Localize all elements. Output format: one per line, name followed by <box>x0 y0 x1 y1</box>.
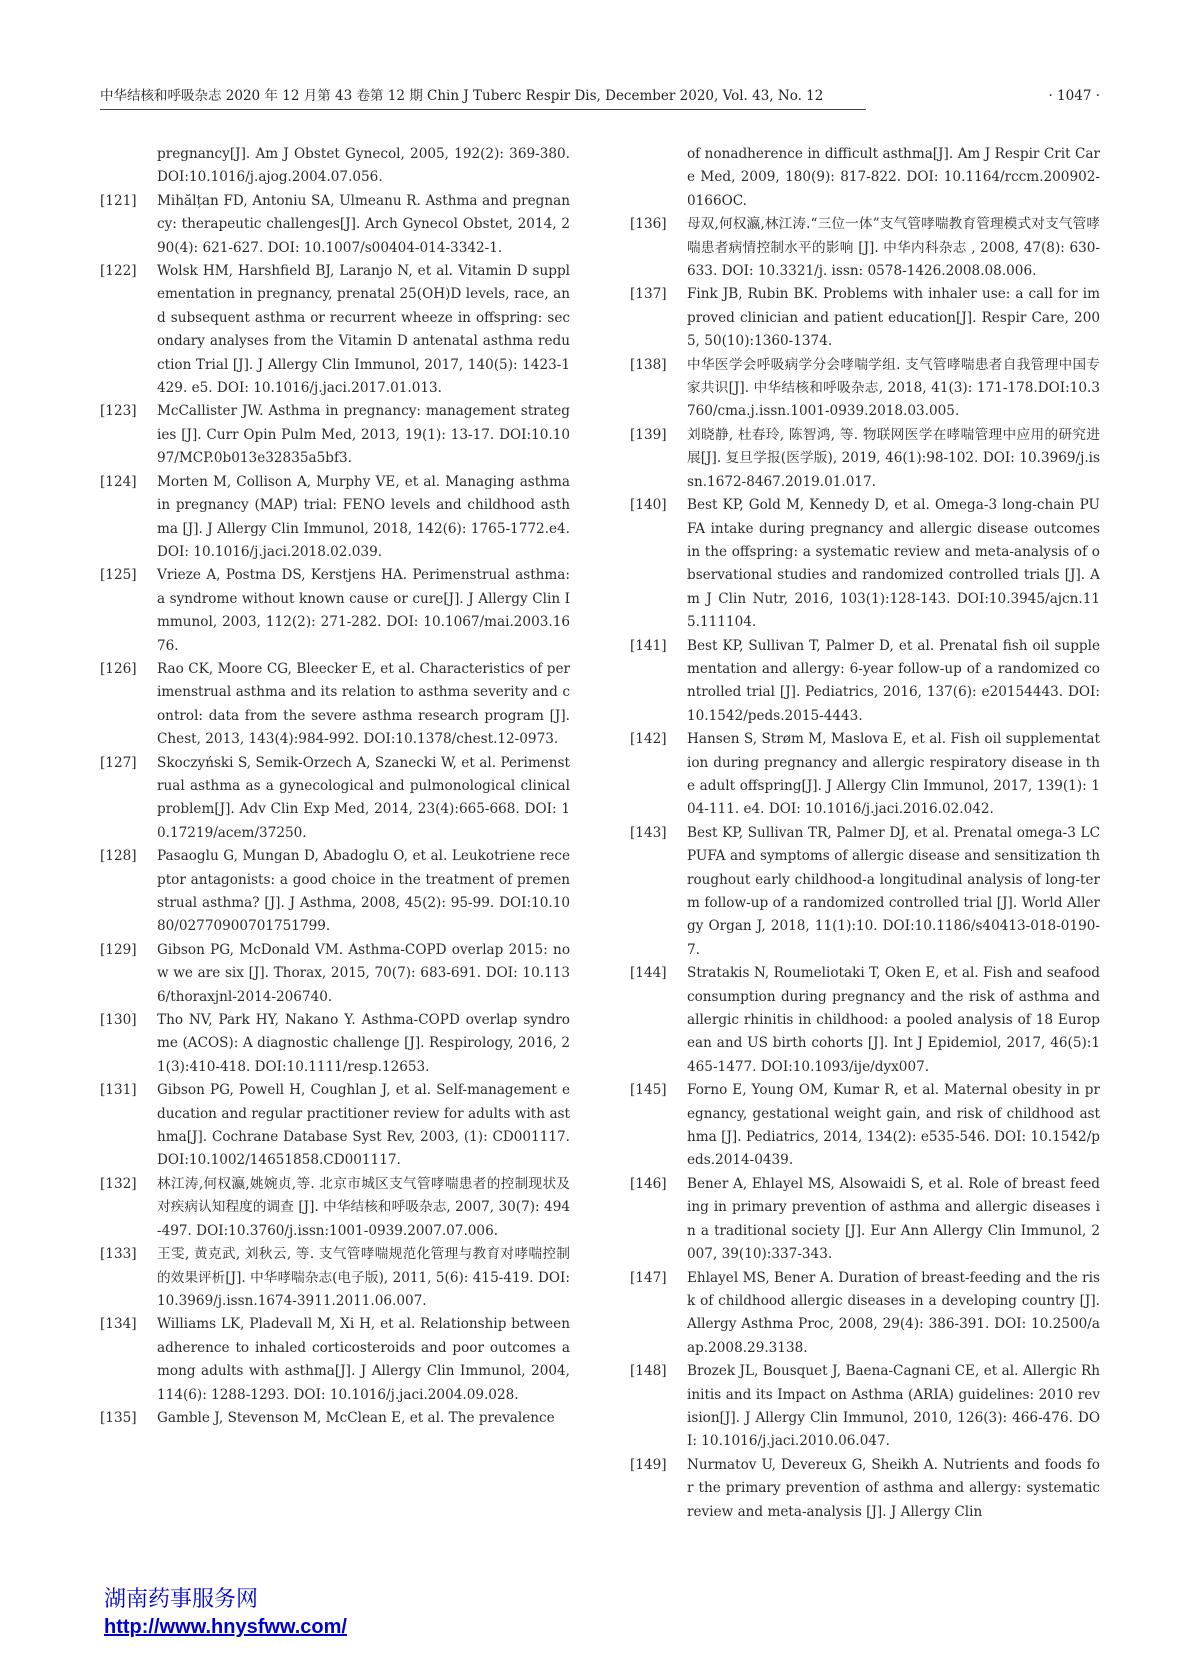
reference-continuation: pregnancy[J]. Am J Obstet Gynecol, 2005, 192(2): 369-380. DOI:10.1016/j.ajog.2004.07.056. <box>157 146 570 186</box>
reference-item <box>100 400 570 470</box>
reference-number: [122] <box>100 263 137 280</box>
reference-item <box>100 260 570 400</box>
reference-text: Hansen S, Strøm M, Maslova E, et al. Fish oil supplementation during pregnancy and allergic respiratory disease in the adult offspring[J]. J Allergy Clin Immunol, 2017, 139(1): 104-111. e4. DOI: 10.1016/j.jaci.2016.02.042. <box>687 731 1100 818</box>
reference-item <box>630 283 1100 353</box>
reference-number: [133] <box>100 1246 137 1263</box>
reference-item <box>100 1173 570 1243</box>
right-column <box>630 143 1100 1524</box>
reference-number: [136] <box>630 216 667 233</box>
reference-text: Gibson PG, McDonald VM. Asthma-COPD overlap 2015: now we are six [J]. Thorax, 2015, 70(7): 683-691. DOI: 10.1136/thoraxjnl-2014-206740. <box>157 941 570 1005</box>
reference-text: Gibson PG, Powell H, Coughlan J, et al. Self-management education and regular practitioner review for adults with asthma[J]. Cochrane Database Syst Rev, 2003, (1): CD001117. DOI:10.1002/14651858.CD001117. <box>157 1082 570 1169</box>
reference-item <box>100 1079 570 1173</box>
reference-number: [140] <box>630 497 667 514</box>
reference-text: Best KP, Sullivan TR, Palmer DJ, et al. Prenatal omega-3 LCPUFA and symptoms of allergic disease and sensitization throughout early childhood-a longitudinal analysis of long-term follow-up of a randomized controlled trial [J]. World Allergy Organ J, 2018, 11(1):10. DOI:10.1186/s40413-018-0190-7. <box>687 824 1100 958</box>
reference-item <box>100 1009 570 1079</box>
reference-number: [134] <box>100 1316 137 1333</box>
reference-item <box>630 962 1100 1079</box>
reference-text: Best KP, Sullivan T, Palmer D, et al. Prenatal fish oil supplementation and allergy: 6-year follow-up of a randomized controlled trial [J]. Pediatrics, 2016, 137(6): e20154443. DOI:10.1542/peds.2015-4443. <box>687 637 1100 724</box>
reference-number: [130] <box>100 1012 137 1029</box>
reference-number: [147] <box>630 1269 667 1286</box>
reference-number: [126] <box>100 660 137 677</box>
reference-item <box>630 635 1100 729</box>
reference-item <box>100 658 570 752</box>
reference-number: [124] <box>100 473 137 490</box>
header-rule <box>100 109 866 110</box>
reference-number: [132] <box>100 1175 137 1192</box>
reference-item <box>100 564 570 658</box>
reference-number: [139] <box>630 426 667 443</box>
reference-number: [148] <box>630 1363 667 1380</box>
reference-item <box>630 213 1100 283</box>
reference-number: [145] <box>630 1082 667 1099</box>
reference-item <box>630 822 1100 962</box>
reference-text: Brozek JL, Bousquet J, Baena-Cagnani CE, et al. Allergic Rhinitis and its Impact on Asthma (ARIA) guidelines: 2010 revision[J]. J Allergy Clin Immunol, 2010, 126(3): 466-476. DOI: 10.1016/j.jaci.2010.06.047. <box>687 1363 1100 1450</box>
reference-text: Best KP, Gold M, Kennedy D, et al. Omega-3 long-chain PUFA intake during pregnancy and allergic disease outcomes in the offspring: a systematic review and meta-analysis of observational studies and randomized controlled trials [J]. Am J Clin Nutr, 2016, 103(1):128-143. DOI:10.3945/ajcn.115.111104. <box>687 497 1100 631</box>
page-number: · 1047 · <box>1048 88 1100 104</box>
reference-number: [121] <box>100 192 137 209</box>
reference-text: Stratakis N, Roumeliotaki T, Oken E, et al. Fish and seafood consumption during pregnancy and the risk of asthma and allergic rhinitis in childhood: a pooled analysis of 18 European and US birth cohorts [J]. Int J Epidemiol, 2017, 46(5):1465-1477. DOI:10.1093/ije/dyx007. <box>687 965 1100 1075</box>
reference-number: [127] <box>100 754 137 771</box>
reference-item <box>100 471 570 565</box>
reference-text: Pasaoglu G, Mungan D, Abadoglu O, et al. Leukotriene receptor antagonists: a good choice in the treatment of premenstrual asthma? [J]. J Asthma, 2008, 45(2): 95-99. DOI:10.1080/02770900701751799. <box>157 848 570 935</box>
reference-number: [144] <box>630 965 667 982</box>
reference-text: Skoczyński S, Semik-Orzech A, Szanecki W, et al. Perimenstrual asthma as a gynecological and pulmonological clinical problem[J]. Adv Clin Exp Med, 2014, 23(4):665-668. DOI: 10.17219/acem/37250. <box>157 754 570 841</box>
reference-text: Nurmatov U, Devereux G, Sheikh A. Nutrients and foods for the primary prevention of asthma and allergy: systematic review and meta-analysis [J]. J Allergy Clin <box>687 1456 1100 1520</box>
reference-text: McCallister JW. Asthma in pregnancy: management strategies [J]. Curr Opin Pulm Med, 2013, 19(1): 13-17. DOI:10.1097/MCP.0b013e32835a5bf3. <box>157 403 570 467</box>
reference-item <box>100 1243 570 1313</box>
reference-number: [146] <box>630 1175 667 1192</box>
reference-text: Vrieze A, Postma DS, Kerstjens HA. Perimenstrual asthma: a syndrome without known cause or cure[J]. J Allergy Clin Immunol, 2003, 112(2): 271-282. DOI: 10.1067/mai.2003.1676. <box>157 567 570 654</box>
reference-item <box>100 939 570 1009</box>
watermark-title: 湖南药事服务网 <box>104 1587 259 1612</box>
reference-item <box>630 1360 1100 1454</box>
reference-item <box>100 190 570 260</box>
watermark-url[interactable]: http://www.hnysfww.com/ <box>104 1616 347 1638</box>
reference-number: [138] <box>630 356 667 373</box>
reference-number: [131] <box>100 1082 137 1099</box>
reference-number: [128] <box>100 848 137 865</box>
reference-item <box>630 1173 1100 1267</box>
reference-item <box>630 1454 1100 1524</box>
reference-text: 林江涛,何权瀛,姚婉贞,等. 北京市城区支气管哮喘患者的控制现状及对疾病认知程度的调查 [J]. 中华结核和呼吸杂志, 2007, 30(7): 494-497. DOI:10.3760/j.issn:1001-0939.2007.07.006. <box>157 1175 570 1239</box>
reference-item <box>630 424 1100 494</box>
reference-number: [142] <box>630 731 667 748</box>
reference-number: [125] <box>100 567 137 584</box>
reference-text: 母双,何权瀛,林江涛.“三位一体”支气管哮喘教育管理模式对支气管哮喘患者病情控制水平的影响 [J]. 中华内科杂志 , 2008, 47(8): 630-633. DOI: 10.3321/j. issn: 0578-1426.2008.08.006. <box>687 216 1100 280</box>
reference-text: Gamble J, Stevenson M, McClean E, et al. The prevalence <box>157 1409 555 1426</box>
reference-number: [141] <box>630 637 667 654</box>
reference-item <box>630 728 1100 822</box>
reference-number: [137] <box>630 286 667 303</box>
reference-text: 中华医学会呼吸病学分会哮喘学组. 支气管哮喘患者自我管理中国专家共识[J]. 中华结核和呼吸杂志, 2018, 41(3): 171-178.DOI:10.3760/cma.j.issn.1001-0939.2018.03.005. <box>687 356 1100 420</box>
reference-item <box>630 1267 1100 1361</box>
reference-item <box>100 1407 570 1430</box>
reference-list <box>630 213 1100 1524</box>
reference-number: [129] <box>100 941 137 958</box>
journal-header: 中华结核和呼吸杂志 2020 年 12 月第 43 卷第 12 期 Chin J Tuberc Respir Dis, December 2020, Vol. 43, No. 12 <box>100 88 824 104</box>
reference-number: [135] <box>100 1409 137 1426</box>
reference-text: Mihălțan FD, Antoniu SA, Ulmeanu R. Asthma and pregnancy: therapeutic challenges[J]. Arch Gynecol Obstet, 2014, 290(4): 621-627. DOI: 10.1007/s00404-014-3342-1. <box>157 192 570 256</box>
reference-item <box>630 354 1100 424</box>
reference-list <box>100 190 570 1431</box>
reference-item <box>100 752 570 846</box>
reference-text: Wolsk HM, Harshfield BJ, Laranjo N, et al. Vitamin D supplementation in pregnancy, prenatal 25(OH)D levels, race, and subsequent asthma or recurrent wheeze in offspring: secondary analyses from the Vitamin D antenatal asthma reduction Trial [J]. J Allergy Clin Immunol, 2017, 140(5): 1423-1429. e5. DOI: 10.1016/j.jaci.2017.01.013. <box>157 263 570 397</box>
reference-text: Ehlayel MS, Bener A. Duration of breast-feeding and the risk of childhood allergic diseases in a developing country [J]. Allergy Asthma Proc, 2008, 29(4): 386-391. DOI: 10.2500/aap.2008.29.3138. <box>687 1269 1100 1356</box>
reference-number: [149] <box>630 1456 667 1473</box>
reference-text: Tho NV, Park HY, Nakano Y. Asthma-COPD overlap syndrome (ACOS): A diagnostic challenge [J]. Respirology, 2016, 21(3):410-418. DOI:10.1111/resp.12653. <box>157 1012 570 1075</box>
reference-text: Williams LK, Pladevall M, Xi H, et al. Relationship between adherence to inhaled corticosteroids and poor outcomes among adults with asthma[J]. J Allergy Clin Immunol, 2004, 114(6): 1288-1293. DOI: 10.1016/j.jaci.2004.09.028. <box>157 1316 570 1403</box>
reference-item <box>100 845 570 939</box>
reference-item <box>100 1313 570 1407</box>
reference-number: [143] <box>630 824 667 841</box>
reference-text: Bener A, Ehlayel MS, Alsowaidi S, et al. Role of breast feeding in primary prevention of asthma and allergic diseases in a traditional society [J]. Eur Ann Allergy Clin Immunol, 2007, 39(10):337-343. <box>687 1175 1100 1263</box>
reference-text: Morten M, Collison A, Murphy VE, et al. Managing asthma in pregnancy (MAP) trial: FENO levels and childhood asthma [J]. J Allergy Clin Immunol, 2018, 142(6): 1765-1772.e4. DOI: 10.1016/j.jaci.2018.02.039. <box>157 473 570 560</box>
reference-continuation: of nonadherence in difficult asthma[J]. Am J Respir Crit Care Med, 2009, 180(9): 817-822. DOI: 10.1164/rccm.200902-0166OC. <box>687 146 1100 209</box>
reference-text: 王雯, 黄克武, 刘秋云, 等. 支气管哮喘规范化管理与教育对哮喘控制的效果评析[J]. 中华哮喘杂志(电子版), 2011, 5(6): 415-419. DOI: 10.3969/j.issn.1674-3911.2011.06.007. <box>157 1246 570 1309</box>
left-column <box>100 143 570 1430</box>
watermark <box>104 1586 347 1640</box>
reference-item <box>630 1079 1100 1173</box>
reference-number: [123] <box>100 403 137 420</box>
reference-text: Rao CK, Moore CG, Bleecker E, et al. Characteristics of perimenstrual asthma and its relation to asthma severity and control: data from the severe asthma research program [J]. Chest, 2013, 143(4):984-992. DOI:10.1378/chest.12-0973. <box>157 660 570 748</box>
reference-text: Forno E, Young OM, Kumar R, et al. Maternal obesity in pregnancy, gestational weight gain, and risk of childhood asthma [J]. Pediatrics, 2014, 134(2): e535-546. DOI: 10.1542/peds.2014-0439. <box>687 1082 1100 1169</box>
reference-text: Fink JB, Rubin BK. Problems with inhaler use: a call for improved clinician and patient education[J]. Respir Care, 2005, 50(10):1360-1374. <box>687 286 1100 350</box>
reference-item <box>630 494 1100 634</box>
reference-text: 刘晓静, 杜春玲, 陈智鸿, 等. 物联网医学在哮喘管理中应用的研究进展[J]. 复旦学报(医学版), 2019, 46(1):98-102. DOI: 10.3969/j.issn.1672-8467.2019.01.017. <box>687 426 1100 490</box>
